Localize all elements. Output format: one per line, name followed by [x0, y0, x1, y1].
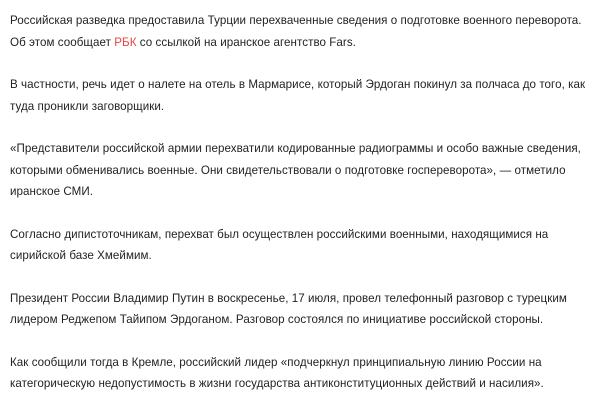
paragraph-text: Как сообщили тогда в Кремле, российский лидер «подчеркнул принципиальную линию России на категорическую недопустимость в жизни государства антиконституционных действий и насилия».: [10, 355, 544, 390]
article-paragraph: [10, 288, 586, 331]
article-paragraph: [10, 352, 586, 395]
paragraph-text: В частности, речь идет о налете на отель в Мармарисе, который Эрдоган покинул за полчаса до того, как туда проникли заговорщики.: [10, 78, 586, 113]
paragraph-text: Согласно дипистоточникам, перехват был осуществлен российскими военными, находящимися на сирийской базе Хмеймим.: [10, 227, 549, 262]
article-paragraph: [10, 224, 586, 267]
article-paragraph: [10, 138, 586, 203]
paragraph-text: Российская разведка предоставила Турции перехваченные сведения о подготовке военного переворота. Об этом сообщает: [10, 14, 582, 49]
paragraph-text: Президент России Владимир Путин в воскресенье, 17 июля, провел телефонный разговор с турецким лидером Реджепом Тайипом Эрдоганом. Разговор состоялся по инициативе российской стороны.: [10, 291, 567, 326]
paragraph-text: «Представители российской армии перехватили кодированные радиограммы и особо важные сведения, которыми обменивались военные. Они свидетельствовали о подготовке госпереворота», — отметило иранское СМИ.: [10, 142, 581, 198]
paragraph-text: со ссылкой на иранское агентство Fars.: [136, 35, 356, 49]
article-paragraph: [10, 74, 586, 117]
article-paragraph: [10, 10, 586, 53]
rbc-link[interactable]: РБК: [114, 35, 137, 49]
